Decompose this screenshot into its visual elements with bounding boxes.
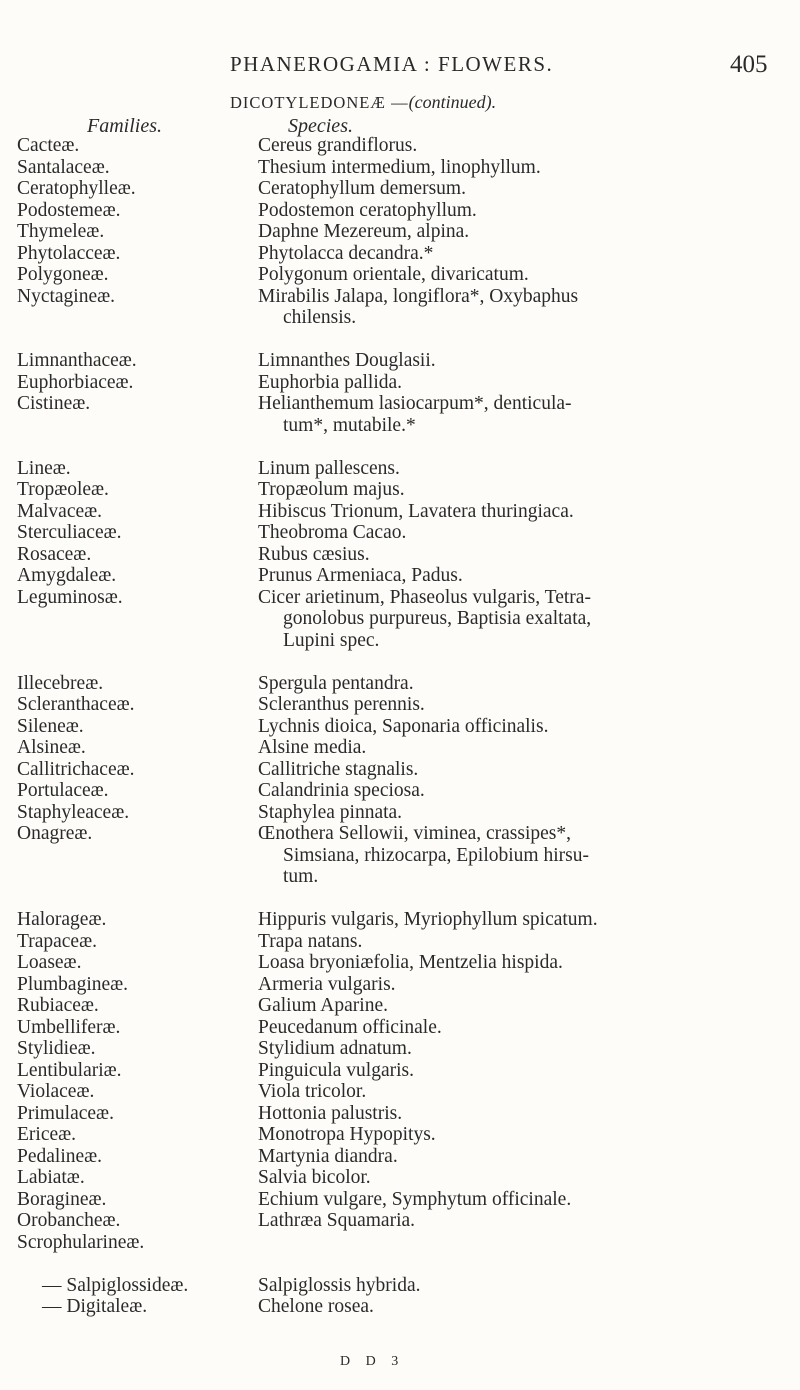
family-entry: Umbelliferæ. [17,1016,121,1038]
species-entry: Armeria vulgaris. [258,973,396,995]
family-entry: Onagreæ. [17,823,93,844]
species-column [258,135,783,1318]
family-entry: Pedalineæ. [17,1145,103,1167]
family-entry: Amygdaleæ. [17,565,117,586]
family-entry: Illecebreæ. [17,672,104,694]
species-entry: Tropæolum majus. [258,479,405,500]
family-entry: Limnanthaceæ. [17,350,137,371]
family-entry: Cacteæ. [17,135,80,156]
paragraph-gap [17,1253,277,1275]
paragraph-gap [17,888,277,910]
species-entry: Podostemon ceratophyllum. [258,199,477,221]
species-entry: Linum pallescens. [258,457,400,479]
family-entry: Orobancheæ. [17,1210,121,1231]
paragraph-gap [258,1253,783,1275]
family-entry: Rubiaceæ. [17,995,99,1016]
species-entry: Lychnis dioica, Saponaria officinalis. [258,715,549,737]
species-entry: Cicer arietinum, Phaseolus vulgaris, Tetra- [258,586,591,608]
species-entry: Phytolacca decandra.* [258,242,434,264]
species-entry: Mirabilis Jalapa, longiflora*, Oxybaphus [258,285,579,307]
species-entry: Echium vulgare, Symphytum officinale. [258,1188,572,1210]
paragraph-gap [17,436,277,458]
species-entry: Theobroma Cacao. [258,522,407,543]
species-heading: Species. [288,115,353,137]
family-entry: Rosaceæ. [17,543,92,565]
family-entry: Sterculiaceæ. [17,522,122,543]
species-entry: chilensis. [283,307,357,328]
species-entry: Lupini spec. [283,629,380,651]
family-entry: Portulaceæ. [17,780,109,801]
family-entry: Staphyleaceæ. [17,801,130,823]
family-entry: Ericeæ. [17,1124,77,1145]
family-entry: Cistineæ. [17,393,91,414]
species-entry: Pinguicula vulgaris. [258,1059,414,1081]
family-entry [17,630,277,652]
family-entry: — Salpiglossideæ. [42,1274,189,1296]
family-entry: Phytolacceæ. [17,242,121,264]
family-entry: Halorageæ. [17,909,107,930]
species-entry: Calandrinia speciosa. [258,780,425,801]
family-entry [17,307,277,329]
family-entry: Leguminosæ. [17,586,123,608]
signature-mark: D D 3 [340,1354,405,1369]
family-entry: Callitrichaceæ. [17,758,135,780]
paragraph-gap [258,436,783,458]
species-entry: Cereus grandiflorus. [258,135,418,156]
family-entry: Plumbagineæ. [17,973,129,995]
section-title [230,92,496,113]
family-entry: Boragineæ. [17,1188,107,1210]
family-entry [17,866,277,888]
species-entry: Helianthemum lasiocarpum*, denticula- [258,393,572,414]
section-title-text: DICOTYLEDONEÆ — [230,93,409,112]
species-entry: Viola tricolor. [258,1081,367,1102]
family-entry: Nyctagineæ. [17,285,116,307]
family-entry: Tropæoleæ. [17,479,109,500]
family-entry: Polygoneæ. [17,264,109,285]
species-entry: Callitriche stagnalis. [258,758,419,780]
species-entry: Galium Aparine. [258,995,388,1016]
family-entry: Scleranthaceæ. [17,694,135,715]
species-entry: Monotropa Hypopitys. [258,1124,436,1145]
family-entry: — Digitaleæ. [42,1296,148,1317]
species-entry: Peucedanum officinale. [258,1016,442,1038]
families-heading: Families. [87,115,162,137]
paragraph-gap [17,651,277,673]
paragraph-gap [258,651,783,673]
species-entry: Thesium intermedium, linophyllum. [258,156,541,178]
species-entry: Martynia diandra. [258,1145,398,1167]
species-entry: Chelone rosea. [258,1296,374,1317]
family-entry [17,415,277,437]
species-entry: Simsiana, rhizocarpa, Epilobium hirsu- [283,844,589,866]
running-head: PHANEROGAMIA : FLOWERS. [230,52,554,76]
species-entry: Polygonum orientale, divaricatum. [258,264,529,285]
species-entry: Rubus cæsius. [258,543,370,565]
species-entry: Salpiglossis hybrida. [258,1274,421,1296]
species-entry: Hibiscus Trionum, Lavatera thuringiaca. [258,500,574,522]
family-entry: Stylidieæ. [17,1038,96,1059]
family-entry: Alsineæ. [17,737,86,758]
species-entry: Daphne Mezereum, alpina. [258,221,470,242]
species-entry: Lathræa Squamaria. [258,1210,416,1231]
species-entry: Loasa bryoniæfolia, Mentzelia hispida. [258,952,563,973]
family-entry: Thymeleæ. [17,221,105,242]
family-entry: Scrophularineæ. [17,1231,145,1253]
species-entry: Spergula pentandra. [258,672,414,694]
species-entry [258,1232,783,1254]
species-entry: tum. [283,866,319,887]
page-number: 405 [730,51,768,78]
species-entry: Euphorbia pallida. [258,371,403,393]
family-entry: Malvaceæ. [17,500,103,522]
family-entry: Sileneæ. [17,715,84,737]
family-entry: Lentibulariæ. [17,1059,122,1081]
species-entry: Ceratophyllum demersum. [258,178,466,199]
family-entry: Violaceæ. [17,1081,95,1102]
section-continued: (continued). [408,92,497,112]
family-entry [17,608,277,630]
species-entry: Alsine media. [258,737,367,758]
species-entry: gonolobus purpureus, Baptisia exaltata, [283,608,592,629]
species-entry: Limnanthes Douglasii. [258,350,436,371]
species-entry: Scleranthus perennis. [258,694,425,715]
species-entry: Œnothera Sellowii, viminea, crassipes*, [258,823,572,844]
family-entry: Ceratophylleæ. [17,178,136,199]
family-entry: Lineæ. [17,457,71,479]
paragraph-gap [258,888,783,910]
species-entry: tum*, mutabile.* [283,414,416,436]
family-entry: Labiatæ. [17,1167,85,1188]
families-column [17,135,277,1318]
paragraph-gap [17,329,277,351]
family-entry: Santalaceæ. [17,156,110,178]
species-entry: Hippuris vulgaris, Myriophyllum spicatum. [258,909,598,930]
species-entry: Salvia bicolor. [258,1167,371,1188]
page-header [0,40,800,80]
species-entry: Trapa natans. [258,930,363,952]
species-entry: Prunus Armeniaca, Padus. [258,565,463,586]
species-entry: Staphylea pinnata. [258,801,403,823]
species-entry: Hottonia palustris. [258,1102,403,1124]
paragraph-gap [258,329,783,351]
family-entry: Loaseæ. [17,952,82,973]
family-entry: Primulaceæ. [17,1102,114,1124]
family-entry [17,845,277,867]
family-entry: Podostemeæ. [17,199,121,221]
family-entry: Euphorbiaceæ. [17,371,134,393]
family-entry: Trapaceæ. [17,930,97,952]
species-entry: Stylidium adnatum. [258,1038,412,1059]
